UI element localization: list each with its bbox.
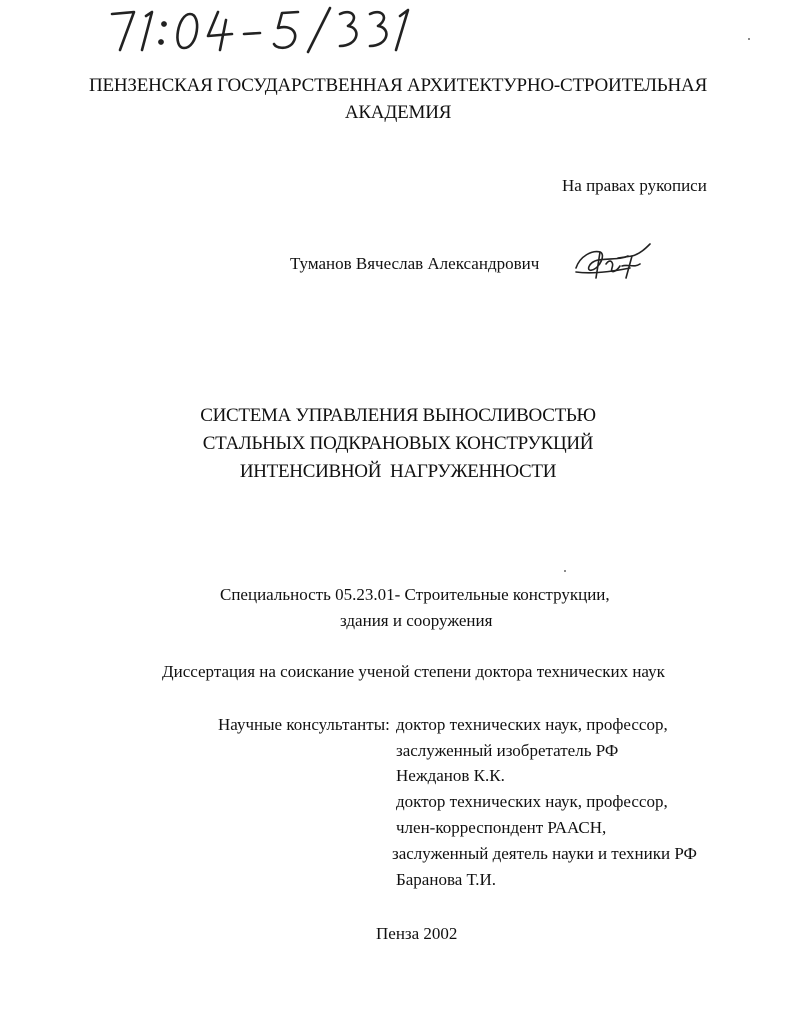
manuscript-rights-note: На правах рукописи <box>562 176 707 195</box>
institution-line-2: АКАДЕМИЯ <box>344 102 452 123</box>
handwritten-stamp-number <box>108 4 418 56</box>
specialty-line-2: здания и сооружения <box>340 611 493 630</box>
title-line-3: ИНТЕНСИВНОЙ НАГРУЖЕННОСТИ <box>239 461 557 482</box>
author-signature <box>570 238 658 286</box>
title-line-1: СИСТЕМА УПРАВЛЕНИЯ ВЫНОСЛИВОСТЬЮ <box>200 405 596 426</box>
specialty-line-1: Специальность 05.23.01- Строительные конструкции, <box>220 585 610 604</box>
consultant-1-name: Нежданов К.К. <box>396 766 505 785</box>
dissertation-title <box>0 402 796 486</box>
city-year: Пенза 2002 <box>376 924 458 943</box>
consultant-2-degree: доктор технических наук, профессор, <box>396 792 668 811</box>
scan-speck <box>564 570 566 572</box>
author-name: Туманов Вячеслав Александрович <box>290 254 540 273</box>
consultants-label: Научные консультанты: <box>218 715 390 734</box>
dissertation-statement: Диссертация на соискание ученой степени доктора технических наук <box>162 662 665 681</box>
scan-speck <box>748 38 750 40</box>
consultant-1-degree: доктор технических наук, профессор, <box>396 715 668 734</box>
institution-line-1: ПЕНЗЕНСКАЯ ГОСУДАРСТВЕННАЯ АРХИТЕКТУРНО-СТРОИТЕЛЬНАЯ <box>88 75 708 96</box>
consultant-2-membership: член-корреспондент РААСН, <box>396 818 607 837</box>
title-line-2: СТАЛЬНЫХ ПОДКРАНОВЫХ КОНСТРУКЦИЙ <box>202 433 594 454</box>
consultant-1-title: заслуженный изобретатель РФ <box>396 741 619 760</box>
institution-header <box>0 72 796 126</box>
consultant-2-name: Баранова Т.И. <box>396 870 497 889</box>
consultant-2-title: заслуженный деятель науки и техники РФ <box>392 844 697 863</box>
